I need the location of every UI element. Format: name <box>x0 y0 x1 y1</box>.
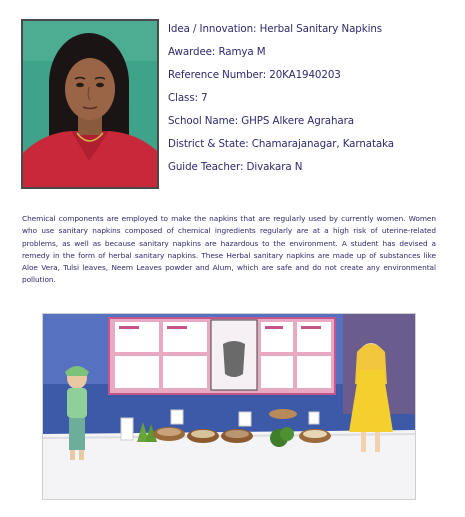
district-line: District & State: Chamarajanagar, Karnataka <box>168 138 395 150</box>
exhibit-photo <box>42 313 416 500</box>
teacher-line: Guide Teacher: Divakara N <box>168 161 303 173</box>
project-description: Chemical components are employed to make the napkins that are regularly used by currently women. Women who use sanitary napkins composed of chemical ingredients regularly are at a high risk of uterine-related problems, as well as because sanitary napkins are hazardous to the environment. A student has devised a remedy in the form of herbal sanitary napkins. These Herbal sanitary napkins are made up of substances like Aloe Vera, Tulsi leaves, Neem Leaves powder and Alum, which are safe and do not create any environmental pollution. <box>22 214 436 285</box>
portrait-illustration <box>23 21 157 187</box>
reference-line: Reference Number: 20KA1940203 <box>168 69 341 81</box>
student-photo <box>21 19 159 189</box>
awardee-line: Awardee: Ramya M <box>168 46 266 58</box>
exhibit-illustration <box>43 314 415 499</box>
school-line: School Name: GHPS Alkere Agrahara <box>168 115 354 127</box>
class-line: Class: 7 <box>168 92 208 104</box>
idea-line: Idea / Innovation: Herbal Sanitary Napkins <box>168 23 383 35</box>
profile-details <box>168 18 458 179</box>
